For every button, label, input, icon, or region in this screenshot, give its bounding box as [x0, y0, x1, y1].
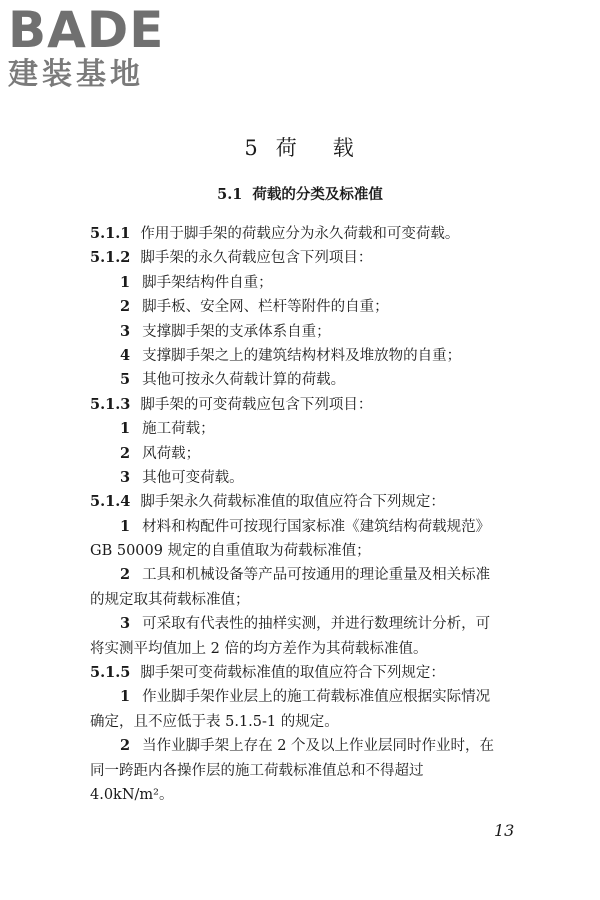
paragraph-number: 2 — [120, 566, 131, 584]
paragraph-number: 1 — [120, 517, 131, 535]
list-item — [90, 417, 510, 441]
section-heading — [0, 183, 600, 204]
item-number: 4 — [120, 346, 131, 364]
paragraph-line — [90, 734, 510, 758]
paragraph-number: 1 — [120, 688, 131, 706]
list-item — [90, 466, 510, 490]
paragraph-line: 的规定取其荷载标准值； — [90, 591, 250, 608]
bade-logo — [8, 1, 178, 92]
item-text: 脚手板、安全网、栏杆等附件的自重； — [142, 299, 389, 316]
clause-body — [90, 222, 510, 807]
clause-5-1-1 — [90, 222, 510, 246]
paragraph-number: 2 — [120, 737, 131, 755]
clause-text: 脚手架的可变荷载应包含下列项目： — [140, 396, 373, 413]
clause-id: 5.1.3 — [90, 395, 131, 413]
item-number: 1 — [120, 273, 131, 291]
clause-id: 5.1.5 — [90, 664, 131, 682]
paragraph-text: 当作业脚手架上存在 2 个及以上作业层同时作业时，在 — [142, 738, 495, 755]
chapter-title-char-2: 载 — [332, 136, 356, 160]
paragraph-line — [90, 563, 510, 587]
clause-text: 脚手架的永久荷载应包含下列项目： — [140, 250, 373, 267]
item-text: 风荷载； — [142, 445, 201, 462]
paragraph-text: 材料和构配件可按现行国家标准《建筑结构荷载规范》 — [142, 518, 491, 535]
logo-chinese-name: 建装基地 — [8, 57, 144, 92]
clause-5-1-3 — [90, 393, 510, 417]
clause-text: 脚手架可变荷载标准值的取值应符合下列规定： — [140, 665, 445, 682]
chapter-title — [0, 132, 600, 162]
item-text: 脚手架结构件自重； — [142, 274, 273, 291]
clause-5-1-4 — [90, 490, 510, 514]
list-item — [90, 442, 510, 466]
item-number: 3 — [120, 468, 131, 486]
section-title: 荷载的分类及标准值 — [252, 186, 383, 203]
paragraph-number: 3 — [120, 615, 131, 633]
chapter-title-char-1: 荷 — [275, 136, 299, 160]
logo-wordmark: BADE — [8, 1, 165, 59]
clause-id: 5.1.2 — [90, 249, 131, 267]
item-text: 施工荷载； — [142, 421, 215, 438]
paragraph-line — [90, 685, 510, 709]
list-item — [90, 295, 510, 319]
item-text: 支撑脚手架的支承体系自重； — [142, 323, 331, 340]
chapter-number: 5 — [244, 136, 260, 160]
paragraph-text: 工具和机械设备等产品可按通用的理论重量及相关标准 — [142, 567, 491, 584]
item-text: 其他可按永久荷载计算的荷载。 — [142, 372, 346, 389]
item-text: 支撑脚手架之上的建筑结构材料及堆放物的自重； — [142, 347, 462, 364]
clause-text: 作用于脚手架的荷载应分为永久荷载和可变荷载。 — [140, 226, 460, 242]
paragraph-line: 4.0kN/m²。 — [90, 786, 174, 803]
item-number: 3 — [120, 322, 131, 340]
paragraph-text: 作业脚手架作业层上的施工荷载标准值应根据实际情况 — [142, 689, 491, 706]
list-item — [90, 344, 510, 368]
paragraph-line: 将实测平均值加上 2 倍的均方差作为其荷载标准值。 — [90, 640, 428, 657]
paragraph-line: GB 50009 规定的自重值取为荷载标准值； — [90, 543, 371, 560]
paragraph-line: 确定，且不应低于表 5.1.5-1 的规定。 — [90, 713, 339, 730]
clause-id: 5.1.4 — [90, 493, 131, 511]
clause-id: 5.1.1 — [90, 225, 131, 242]
page-number: 13 — [494, 821, 515, 840]
clause-5-1-2 — [90, 246, 510, 270]
paragraph-text: 可采取有代表性的抽样实测，并进行数理统计分析，可 — [142, 616, 491, 633]
paragraph-line: 同一跨距内各操作层的施工荷载标准值总和不得超过 — [90, 762, 424, 779]
list-item — [90, 271, 510, 295]
list-item — [90, 320, 510, 344]
clause-5-1-5 — [90, 661, 510, 685]
item-text: 其他可变荷载。 — [142, 469, 244, 486]
paragraph-line — [90, 612, 510, 636]
paragraph-line — [90, 515, 510, 539]
section-number: 5.1 — [217, 186, 243, 203]
list-item — [90, 368, 510, 392]
item-number: 2 — [120, 298, 131, 316]
item-number: 5 — [120, 371, 131, 389]
item-number: 2 — [120, 444, 131, 462]
item-number: 1 — [120, 420, 131, 438]
clause-text: 脚手架永久荷载标准值的取值应符合下列规定： — [140, 494, 445, 511]
